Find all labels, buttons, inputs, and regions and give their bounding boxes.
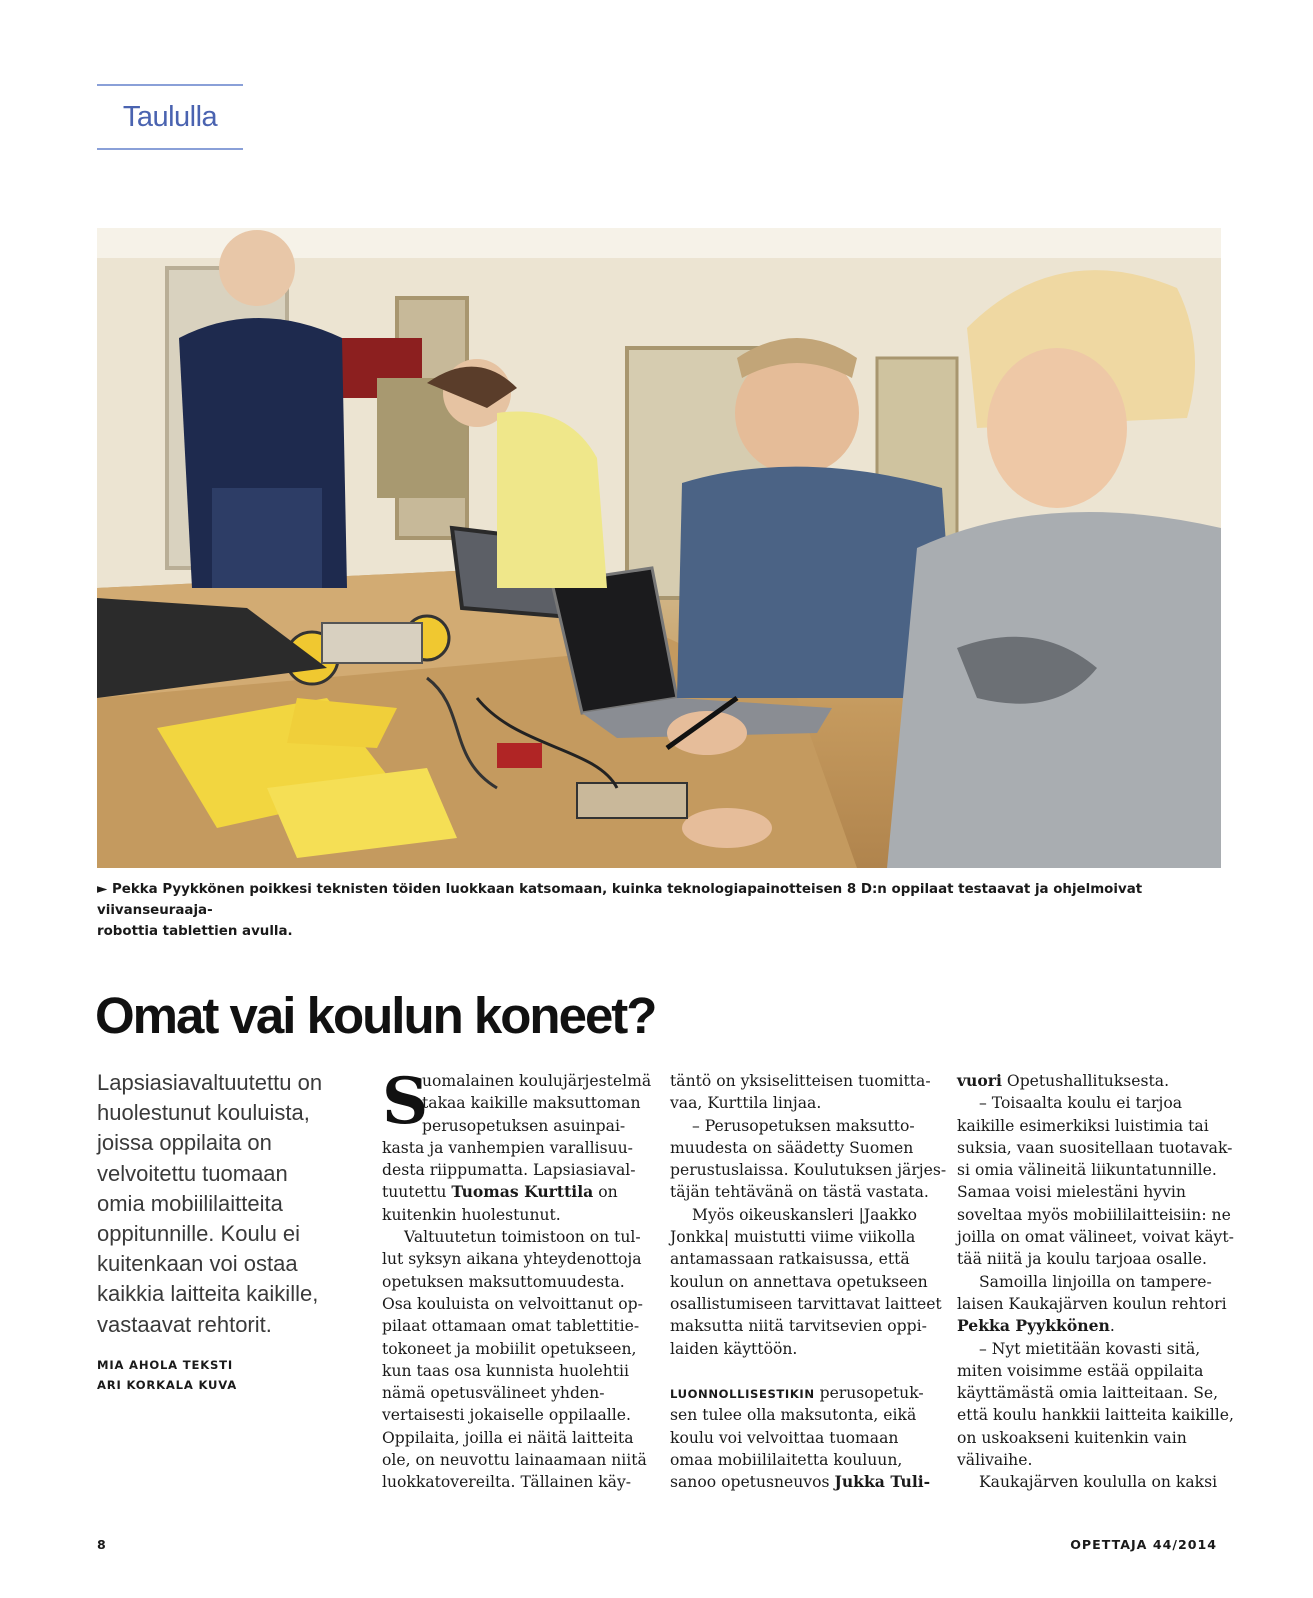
body-line: takaa kaikille maksuttoman <box>422 1094 641 1113</box>
article-credits <box>97 1355 347 1395</box>
body-line: kasta ja vanhempien varallisuu- <box>382 1138 633 1157</box>
body-line: vuori Opetushallituksesta. <box>957 1071 1170 1090</box>
body-line: tää niitä ja koulu tarjoaa osalle. <box>957 1250 1207 1269</box>
person-name: Pekka Pyykkönen <box>957 1316 1110 1336</box>
body-line: LUONNOLLISESTIKIN perusopetuk- <box>670 1384 924 1403</box>
body-column-3 <box>957 1070 1234 1494</box>
body-line: ole, on neuvottu lainaamaan niitä <box>382 1451 647 1470</box>
person-name: Tuomas Kurttila <box>451 1182 594 1202</box>
body-line: vaa, Kurttila linjaa. <box>670 1094 822 1113</box>
body-line: kaikille esimerkiksi luistimia tai <box>957 1116 1209 1135</box>
page-number: 8 <box>97 1537 106 1552</box>
caption-line-1: ► Pekka Pyykkönen poikkesi teknisten töiden luokkaan katsomaan, kuinka teknologiapainotteisen 8 D:n oppilaat testaavat ja ohjelmoivat viivanseuraaja- <box>97 882 1143 918</box>
body-line <box>670 1360 935 1382</box>
body-column-1 <box>382 1064 652 1494</box>
body-line: suksia, vaan suositellaan tuotavak- <box>957 1138 1233 1157</box>
body-line: Samaa voisi mielestäni hyvin <box>957 1183 1186 1202</box>
article-photo <box>97 228 1221 868</box>
body-line: tuutettu Tuomas Kurttila on <box>382 1182 618 1202</box>
body-line: osallistumiseen tarvittavat laitteet <box>670 1294 942 1313</box>
body-line: Oppilaita, joilla ei näitä laitteita <box>382 1428 634 1447</box>
body-line: sanoo opetusneuvos Jukka Tuli- <box>670 1472 931 1492</box>
photo-caption <box>97 879 1221 942</box>
article-headline: Omat vai koulun koneet? <box>95 987 656 1044</box>
subhead-lead-in: LUONNOLLISESTIKIN <box>670 1387 815 1402</box>
photo-credit: ARI KORKALA KUVA <box>97 1378 238 1392</box>
body-line: opetuksen maksuttomuudesta. <box>382 1272 625 1291</box>
body-line: koulun on annettava opetukseen <box>670 1272 928 1291</box>
body-line: joilla on omat välineet, voivat käyt- <box>957 1228 1234 1247</box>
body-line: Jonkka| muistutti viime viikolla <box>670 1228 916 1247</box>
body-line: Pekka Pyykkönen. <box>957 1316 1115 1336</box>
body-line: pilaat ottamaan omat tablettitie- <box>382 1317 640 1336</box>
issue-label: OPETTAJA 44/2014 <box>1070 1537 1217 1552</box>
body-line: Valtuutetun toimistoon on tul- <box>404 1228 641 1247</box>
body-line: si omia välineitä liikuntatunnille. <box>957 1161 1217 1180</box>
body-line: desta riippumatta. Lapsiasiaval- <box>382 1161 636 1180</box>
lead-line: velvoitettu tuomaan <box>97 1160 288 1186</box>
body-line: täntö on yksiselitteisen tuomitta- <box>670 1072 931 1090</box>
body-line: omaa mobiililaitetta kouluun, <box>670 1451 903 1470</box>
body-line: antamassaan ratkaisussa, että <box>670 1250 910 1269</box>
lead-line: huolestunut kouluista, <box>97 1100 310 1126</box>
body-line: Samoilla linjoilla on tampere- <box>979 1272 1212 1291</box>
body-line: kun taas osa kunnista huolehtii <box>382 1361 630 1380</box>
lead-line: kaikkia laitteita kaikille, <box>97 1281 319 1307</box>
body-line: – Toisaalta koulu ei tarjoa <box>979 1094 1182 1113</box>
body-line: perusopetuksen asuinpai- <box>422 1116 626 1135</box>
body-line: perustuslaissa. Koulutuksen järjes- <box>670 1161 947 1180</box>
body-line: että koulu hankkii laitteita kaikille, <box>957 1406 1234 1425</box>
text-credit: MIA AHOLA TEKSTI <box>97 1358 233 1372</box>
body-line: välivaihe. <box>957 1451 1033 1470</box>
drop-cap: S <box>382 1064 429 1139</box>
body-line: tokoneet ja mobiilit opetukseen, <box>382 1339 637 1358</box>
body-line: nämä opetusvälineet yhden- <box>382 1384 605 1403</box>
section-label-text: Taululla <box>122 100 218 133</box>
body-line: laiden käyttöön. <box>670 1339 798 1358</box>
body-line: lut syksyn aikana yhteydenottoja <box>382 1250 642 1269</box>
lead-line: omia mobiililaitteita <box>97 1190 283 1216</box>
body-line: koulu voi velvoittaa tuomaan <box>670 1428 899 1447</box>
body-line: uomalainen koulujärjestelmä <box>422 1072 652 1090</box>
body-line: on uskoakseni kuitenkin vain <box>957 1428 1187 1447</box>
body-line: käyttämästä omia laitteitaan. Se, <box>957 1384 1219 1403</box>
body-line: Myös oikeuskansleri |Jaakko <box>692 1205 918 1224</box>
body-line: soveltaa myös mobiililaitteisiin: ne <box>957 1205 1231 1224</box>
caption-line-2: robottia tablettien avulla. <box>97 924 293 939</box>
body-column-2 <box>670 1070 947 1494</box>
body-line: – Nyt mietitään kovasti sitä, <box>979 1339 1201 1358</box>
article-lead <box>97 1068 347 1340</box>
person-name: vuori <box>957 1071 1002 1090</box>
lead-line: joissa oppilaita on <box>97 1130 272 1156</box>
lead-line: vastaavat rehtorit. <box>97 1311 272 1337</box>
body-line: laisen Kaukajärven koulun rehtori <box>957 1294 1227 1313</box>
section-label <box>97 84 243 150</box>
body-line: Kaukajärven koululla on kaksi <box>979 1473 1218 1492</box>
lead-line: oppitunnille. Koulu ei <box>97 1221 301 1247</box>
body-line: sen tulee olla maksutonta, eikä <box>670 1406 917 1425</box>
lead-line: Lapsiasiavaltuutettu on <box>97 1070 323 1095</box>
body-line: Osa kouluista on velvoittanut op- <box>382 1294 643 1313</box>
person-name: Jukka Tuli- <box>834 1472 931 1492</box>
lead-line: kuitenkaan voi ostaa <box>97 1251 298 1277</box>
body-line: täjän tehtävänä on tästä vastata. <box>670 1183 929 1202</box>
body-line: maksutta niitä tarvitsevien oppi- <box>670 1317 927 1336</box>
body-line: kuitenkin huolestunut. <box>382 1205 561 1224</box>
body-line: luokkatovereilta. Tällainen käy- <box>382 1473 632 1492</box>
body-line: – Perusopetuksen maksutto- <box>692 1116 915 1135</box>
body-line: muudesta on säädetty Suomen <box>670 1138 914 1157</box>
body-line: miten voisimme estää oppilaita <box>957 1361 1204 1380</box>
body-line: vertaisesti jokaiselle oppilaalle. <box>382 1406 631 1425</box>
